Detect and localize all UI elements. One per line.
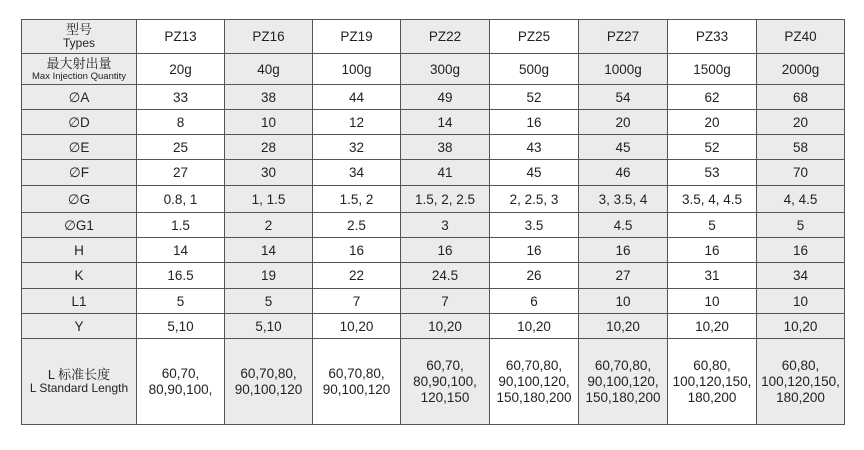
value-cell: 31 xyxy=(668,263,757,289)
standard-length-line: 90,100,120 xyxy=(234,381,303,397)
value-cell: 58 xyxy=(757,135,845,160)
value-cell: 500g xyxy=(490,54,579,85)
standard-length-line: 180,200 xyxy=(776,389,825,405)
value-cell: 12 xyxy=(313,110,401,135)
model-header-cell: PZ22 xyxy=(401,20,490,54)
standard-length-line: 60,70, xyxy=(161,365,200,381)
row-label-cell: ∅D xyxy=(22,110,137,135)
value-cell: 300g xyxy=(401,54,490,85)
value-cell: 1.5 xyxy=(137,213,225,238)
value-cell: 34 xyxy=(757,263,845,289)
row-label-cell: ∅F xyxy=(22,160,137,186)
value-cell: 40g xyxy=(225,54,313,85)
standard-length-cell xyxy=(757,339,845,425)
value-cell: 20 xyxy=(668,110,757,135)
standard-length-label-en: L Standard Length xyxy=(29,381,129,395)
table-row xyxy=(22,213,845,238)
model-header-cell: PZ16 xyxy=(225,20,313,54)
value-cell: 1000g xyxy=(579,54,668,85)
value-cell: 5,10 xyxy=(137,314,225,339)
standard-length-line: 60,70,80, xyxy=(240,365,297,381)
value-cell: 5,10 xyxy=(225,314,313,339)
table-row xyxy=(22,238,845,263)
row-label-cell: L1 xyxy=(22,289,137,314)
value-cell: 10,20 xyxy=(313,314,401,339)
value-cell: 7 xyxy=(313,289,401,314)
value-cell: 7 xyxy=(401,289,490,314)
standard-length-line: 60,70,80, xyxy=(594,357,652,373)
standard-length-line: 60,80, xyxy=(781,357,820,373)
table-row xyxy=(22,135,845,160)
standard-length-cell xyxy=(137,339,225,425)
standard-length-line: 100,120,150, xyxy=(761,373,840,389)
value-cell: 27 xyxy=(137,160,225,186)
value-cell: 3 xyxy=(401,213,490,238)
standard-length-line: 80,90,100, xyxy=(148,381,213,397)
row-label-cell: K xyxy=(22,263,137,289)
model-header-cell: PZ13 xyxy=(137,20,225,54)
value-cell: 20 xyxy=(757,110,845,135)
value-cell: 25 xyxy=(137,135,225,160)
value-cell: 5 xyxy=(137,289,225,314)
header-label-zh: 型号 xyxy=(65,22,92,37)
standard-length-line: 80,90,100, xyxy=(413,373,477,389)
value-cell: 16 xyxy=(579,238,668,263)
row-label-cell: ∅E xyxy=(22,135,137,160)
value-cell: 16 xyxy=(757,238,845,263)
header-row xyxy=(22,20,845,54)
value-cell: 20 xyxy=(579,110,668,135)
value-cell: 49 xyxy=(401,85,490,110)
table-row xyxy=(22,314,845,339)
value-cell: 27 xyxy=(579,263,668,289)
standard-length-cell xyxy=(225,339,313,425)
value-cell: 30 xyxy=(225,160,313,186)
value-cell: 22 xyxy=(313,263,401,289)
value-cell: 10 xyxy=(225,110,313,135)
standard-length-line: 180,200 xyxy=(687,389,737,405)
table-row xyxy=(22,186,845,213)
value-cell: 5 xyxy=(225,289,313,314)
value-cell: 28 xyxy=(225,135,313,160)
model-header-cell: PZ25 xyxy=(490,20,579,54)
value-cell: 54 xyxy=(579,85,668,110)
value-cell: 70 xyxy=(757,160,845,186)
value-cell: 1, 1.5 xyxy=(225,186,313,213)
value-cell: 45 xyxy=(579,135,668,160)
model-header-cell: PZ33 xyxy=(668,20,757,54)
standard-length-label-cell xyxy=(22,339,137,425)
value-cell: 24.5 xyxy=(401,263,490,289)
spec-table-body xyxy=(22,20,845,425)
value-cell: 46 xyxy=(579,160,668,186)
value-cell: 20g xyxy=(137,54,225,85)
row-label-cell: H xyxy=(22,238,137,263)
value-cell: 8 xyxy=(137,110,225,135)
value-cell: 16 xyxy=(490,238,579,263)
value-cell: 10 xyxy=(579,289,668,314)
standard-length-cell xyxy=(401,339,490,425)
standard-length-line: 150,180,200 xyxy=(496,389,572,405)
value-cell: 10 xyxy=(668,289,757,314)
row-label-cell: ∅G xyxy=(22,186,137,213)
value-cell: 44 xyxy=(313,85,401,110)
standard-length-cell xyxy=(579,339,668,425)
value-cell: 3.5 xyxy=(490,213,579,238)
value-cell: 26 xyxy=(490,263,579,289)
value-cell: 14 xyxy=(225,238,313,263)
value-cell: 34 xyxy=(313,160,401,186)
standard-length-cell xyxy=(490,339,579,425)
standard-length-row xyxy=(22,339,845,425)
row-label-en: Max Injection Quantity xyxy=(32,70,126,82)
value-cell: 10,20 xyxy=(757,314,845,339)
model-header-cell: PZ19 xyxy=(313,20,401,54)
table-row xyxy=(22,263,845,289)
value-cell: 52 xyxy=(668,135,757,160)
table-row xyxy=(22,54,845,85)
value-cell: 19 xyxy=(225,263,313,289)
value-cell: 3.5, 4, 4.5 xyxy=(668,186,757,213)
value-cell: 14 xyxy=(401,110,490,135)
value-cell: 16.5 xyxy=(137,263,225,289)
value-cell: 68 xyxy=(757,85,845,110)
standard-length-line: 60,70,80, xyxy=(505,357,563,373)
standard-length-line: 150,180,200 xyxy=(585,389,661,405)
standard-length-line: 120,150 xyxy=(420,389,470,405)
header-label-en: Types xyxy=(62,36,95,50)
value-cell: 10,20 xyxy=(668,314,757,339)
standard-length-line: 90,100,120, xyxy=(587,373,659,389)
value-cell: 1.5, 2 xyxy=(313,186,401,213)
value-cell: 43 xyxy=(490,135,579,160)
model-header-cell: PZ40 xyxy=(757,20,845,54)
row-label-cell xyxy=(22,54,137,85)
value-cell: 2 xyxy=(225,213,313,238)
standard-length-line: 100,120,150, xyxy=(672,373,752,389)
table-row xyxy=(22,110,845,135)
value-cell: 16 xyxy=(490,110,579,135)
value-cell: 32 xyxy=(313,135,401,160)
value-cell: 4, 4.5 xyxy=(757,186,845,213)
table-row xyxy=(22,289,845,314)
value-cell: 10,20 xyxy=(401,314,490,339)
value-cell: 41 xyxy=(401,160,490,186)
table-row xyxy=(22,160,845,186)
value-cell: 38 xyxy=(225,85,313,110)
value-cell: 38 xyxy=(401,135,490,160)
value-cell: 5 xyxy=(757,213,845,238)
value-cell: 45 xyxy=(490,160,579,186)
standard-length-line: 60,70,80, xyxy=(328,365,385,381)
value-cell: 2000g xyxy=(757,54,845,85)
standard-length-label-zh: L 标准长度 xyxy=(47,367,111,382)
row-label-cell: ∅A xyxy=(22,85,137,110)
value-cell: 16 xyxy=(668,238,757,263)
standard-length-cell xyxy=(668,339,757,425)
standard-length-line: 60,70, xyxy=(426,357,464,373)
value-cell: 10,20 xyxy=(490,314,579,339)
value-cell: 3, 3.5, 4 xyxy=(579,186,668,213)
standard-length-cell xyxy=(313,339,401,425)
value-cell: 53 xyxy=(668,160,757,186)
value-cell: 1.5, 2, 2.5 xyxy=(401,186,490,213)
row-label-cell: ∅G1 xyxy=(22,213,137,238)
value-cell: 1500g xyxy=(668,54,757,85)
value-cell: 4.5 xyxy=(579,213,668,238)
value-cell: 10,20 xyxy=(579,314,668,339)
standard-length-line: 60,80, xyxy=(693,357,731,373)
value-cell: 5 xyxy=(668,213,757,238)
value-cell: 16 xyxy=(401,238,490,263)
standard-length-line: 90,100,120 xyxy=(322,381,391,397)
value-cell: 14 xyxy=(137,238,225,263)
row-label-zh: 最大射出量 xyxy=(46,55,112,71)
standard-length-line: 90,100,120, xyxy=(498,373,570,389)
row-label-cell: Y xyxy=(22,314,137,339)
value-cell: 62 xyxy=(668,85,757,110)
table-row xyxy=(22,85,845,110)
value-cell: 52 xyxy=(490,85,579,110)
value-cell: 6 xyxy=(490,289,579,314)
header-label-cell xyxy=(22,20,137,54)
value-cell: 10 xyxy=(757,289,845,314)
value-cell: 100g xyxy=(313,54,401,85)
model-header-cell: PZ27 xyxy=(579,20,668,54)
spec-table xyxy=(21,19,845,425)
value-cell: 2.5 xyxy=(313,213,401,238)
value-cell: 2, 2.5, 3 xyxy=(490,186,579,213)
value-cell: 0.8, 1 xyxy=(137,186,225,213)
value-cell: 33 xyxy=(137,85,225,110)
value-cell: 16 xyxy=(313,238,401,263)
